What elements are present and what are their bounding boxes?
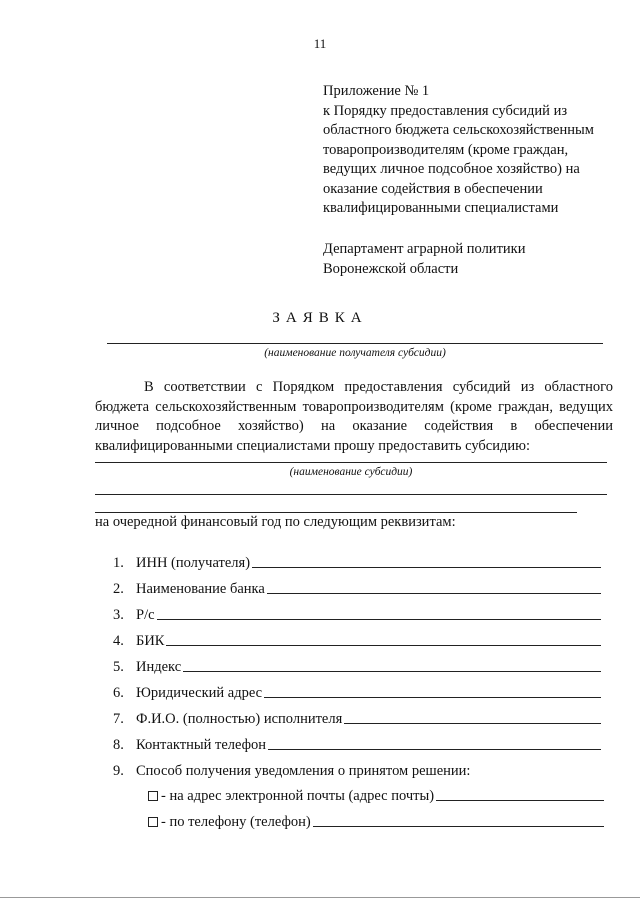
recipient-name-line[interactable] [107,343,603,344]
appendix-line: к Порядку предоставления субсидий из [323,102,568,119]
legal-address-field[interactable] [264,697,601,698]
appendix-line: оказание содействия в обеспечении [323,180,543,197]
inn-field[interactable] [252,567,601,568]
item-number: 4. [113,633,124,649]
appendix-heading: Приложение № 1 [323,83,430,99]
item-label: Р/с [136,607,155,623]
subsidy-name-line-3[interactable] [95,512,577,513]
appendix-line: областного бюджета сельскохозяйственным [323,122,594,138]
addressee-line-1: Департамент аграрной политики [323,241,526,257]
item-number: 2. [113,581,124,597]
item-number: 9. [113,763,124,779]
notify-option-phone [148,805,604,831]
requisite-item [113,754,601,780]
item-label: Ф.И.О. (полностью) исполнителя [136,711,343,727]
addressee-line-2: Воронежской области [323,260,459,277]
item-number: 3. [113,607,124,623]
option-label: - на адрес электронной почты (адрес почты) [161,788,435,804]
item-label: ИНН (получателя) [136,555,251,571]
item-label: Юридический адрес [136,685,263,701]
requisite-item [113,650,601,676]
requisite-item [113,598,601,624]
body-paragraph: В соответствии с Порядком предоставления субсидий из областного бюджета сельскохозяйственным товаропроизводителям (кроме граждан, ведущих личное подсобное хозяйство) на оказание содействия в обеспечении квалифицированными специалистами прошу предоставить субсидию: [95,379,613,454]
executor-name-field[interactable] [344,723,601,724]
requisite-item [113,624,601,650]
bank-name-field[interactable] [267,593,601,594]
option-label: - по телефону (телефон) [161,814,311,830]
item-number: 7. [113,711,124,727]
requisite-item [113,546,601,572]
requisites-list [113,546,601,780]
requisite-item [113,702,601,728]
document-title: ЗАЯВКА [272,310,368,326]
notify-option-email [148,779,604,805]
item-label: Способ получения уведомления о принятом решении: [136,763,471,779]
appendix-line: товаропроизводителям (кроме граждан, [323,141,569,158]
subsidy-name-line-2[interactable] [95,494,607,495]
subsidy-name-line[interactable] [95,462,607,463]
notify-options [148,779,604,831]
requisite-item [113,728,601,754]
phone-checkbox[interactable] [148,817,158,827]
item-label: Индекс [136,659,182,675]
subsidy-caption: (наименование субсидии) [289,466,413,478]
appendix-line: квалифицированными специалистами [323,200,559,216]
item-number: 8. [113,737,124,753]
item-label: Наименование банка [136,581,265,597]
contact-phone-field[interactable] [268,749,601,750]
addressee-block [323,240,525,279]
page-bottom-edge [0,897,640,898]
item-label: Контактный телефон [136,737,267,753]
email-checkbox[interactable] [148,791,158,801]
appendix-line: ведущих личное подсобное хозяйство) на [323,161,580,177]
postal-index-field[interactable] [183,671,601,672]
page-number: 11 [313,36,327,51]
item-label: БИК [136,633,165,649]
phone-number-field[interactable] [313,826,604,827]
email-address-field[interactable] [436,800,604,801]
recipient-caption: (наименование получателя субсидии) [264,347,446,359]
account-field[interactable] [157,619,601,620]
item-number: 1. [113,555,124,571]
item-number: 5. [113,659,124,675]
requisite-item [113,676,601,702]
item-number: 6. [113,685,124,701]
requisite-item [113,572,601,598]
appendix-block [323,82,633,219]
lead-text: на очередной финансовый год по следующим реквизитам: [95,514,456,530]
bik-field[interactable] [166,645,601,646]
